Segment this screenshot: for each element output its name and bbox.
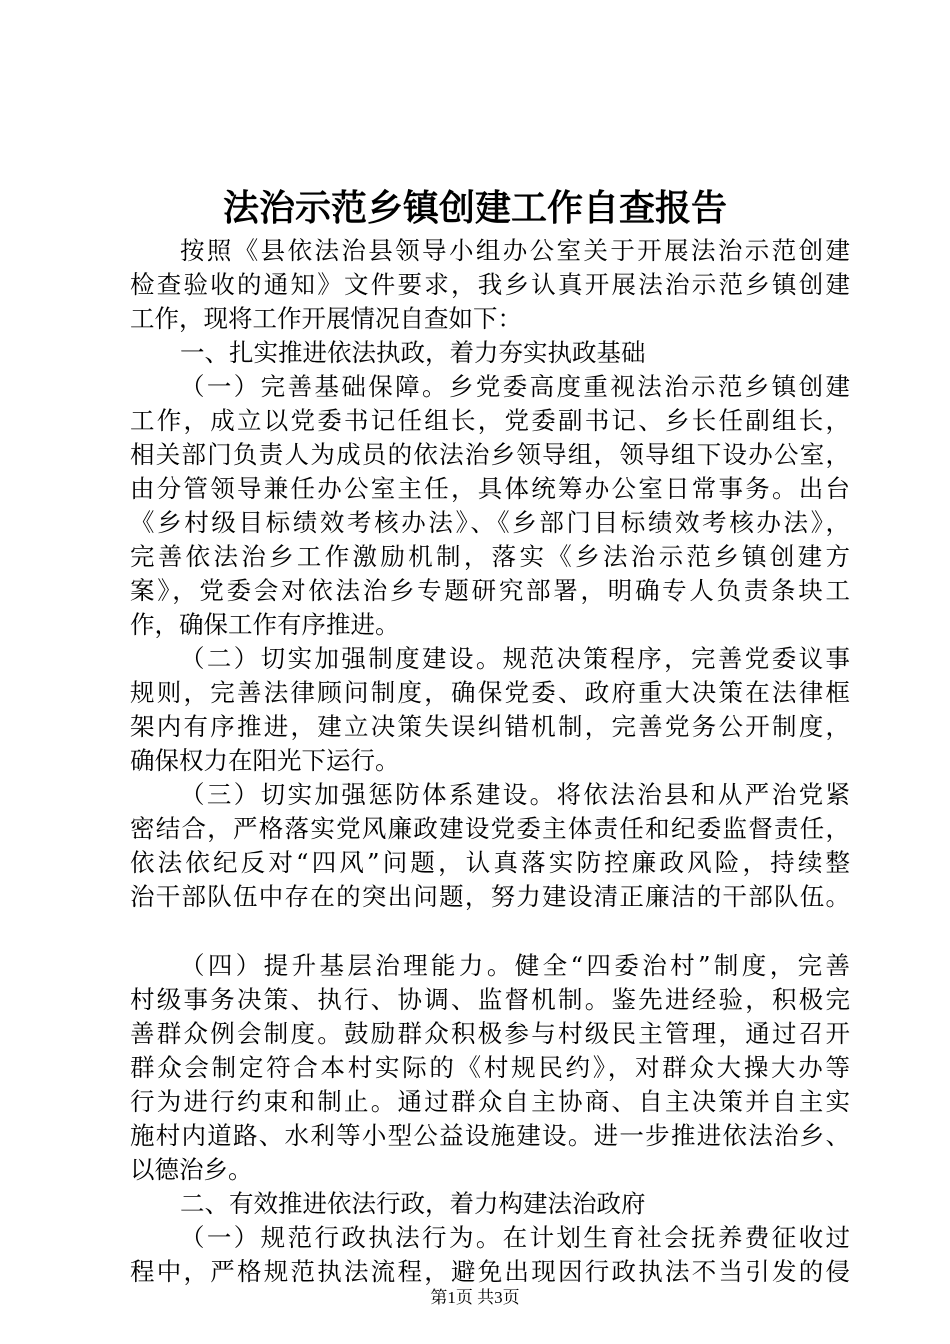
- paragraph-line: 规则，完善法律顾问制度，确保党委、政府重大决策在法律框: [130, 678, 850, 707]
- section-heading: 一、扎实推进依法执政，着力夯实执政基础: [180, 338, 646, 367]
- paragraph-line: 程中，严格规范执法流程，避免出现因行政执法不当引发的侵: [130, 1257, 850, 1286]
- page-footer: 第1页 共3页: [430, 1288, 520, 1307]
- paragraph-line: 相关部门负责人为成员的依法治乡领导组，领导组下设办公室，: [130, 440, 850, 469]
- paragraph-line: 由分管领导兼任办公室主任，具体统筹办公室日常事务。出台: [130, 474, 850, 503]
- paragraph-line: 完善依法治乡工作激励机制，落实《乡法治示范乡镇创建方: [130, 542, 850, 571]
- paragraph-line: 以德治乡。: [130, 1155, 253, 1184]
- paragraph-line: （四）提升基层治理能力。健全“四委治村”制度，完善: [180, 951, 850, 980]
- paragraph-line: 村级事务决策、执行、协调、监督机制。鉴先进经验，积极完: [130, 985, 850, 1014]
- paragraph-line: 工作，现将工作开展情况自查如下：: [130, 304, 522, 333]
- section-heading: 二、有效推进依法行政，着力构建法治政府: [180, 1189, 646, 1218]
- paragraph-line: （二）切实加强制度建设。规范决策程序，完善党委议事: [180, 644, 850, 673]
- paragraph-line: （三）切实加强惩防体系建设。将依法治县和从严治党紧: [180, 780, 850, 809]
- document-title: 法治示范乡镇创建工作自查报告: [222, 187, 727, 229]
- paragraph-line: 群众会制定符合本村实际的《村规民约》，对群众大操大办等: [130, 1053, 850, 1082]
- paragraph-line: 检查验收的通知》文件要求，我乡认真开展法治示范乡镇创建: [130, 270, 850, 299]
- paragraph-line: 依法依纪反对“四风”问题，认真落实防控廉政风险，持续整: [130, 848, 850, 877]
- paragraph-line: 作，确保工作有序推进。: [130, 610, 400, 639]
- paragraph-line: 按照《县依法治县领导小组办公室关于开展法治示范创建: [180, 236, 850, 265]
- paragraph-line: 《乡村级目标绩效考核办法》、《乡部门目标绩效考核办法》，: [130, 508, 850, 537]
- paragraph-line: （一）规范行政执法行为。在计划生育社会抚养费征收过: [180, 1223, 850, 1252]
- paragraph-line: 施村内道路、水利等小型公益设施建设。进一步推进依法治乡、: [130, 1121, 850, 1150]
- paragraph-line: 工作，成立以党委书记任组长，党委副书记、乡长任副组长，: [130, 406, 850, 435]
- paragraph-line: 治干部队伍中存在的突出问题，努力建设清正廉洁的干部队伍。: [130, 882, 850, 911]
- paragraph-line: （一）完善基础保障。乡党委高度重视法治示范乡镇创建: [180, 372, 850, 401]
- paragraph-line: 善群众例会制度。鼓励群众积极参与村级民主管理，通过召开: [130, 1019, 850, 1048]
- paragraph-line: 架内有序推进，建立决策失误纠错机制，完善党务公开制度，: [130, 712, 850, 741]
- paragraph-line: 案》，党委会对依法治乡专题研究部署，明确专人负责条块工: [130, 576, 850, 605]
- paragraph-line: 确保权力在阳光下运行。: [130, 746, 400, 775]
- paragraph-line: 行为进行约束和制止。通过群众自主协商、自主决策并自主实: [130, 1087, 850, 1116]
- paragraph-line: 密结合，严格落实党风廉政建设党委主体责任和纪委监督责任，: [130, 814, 850, 843]
